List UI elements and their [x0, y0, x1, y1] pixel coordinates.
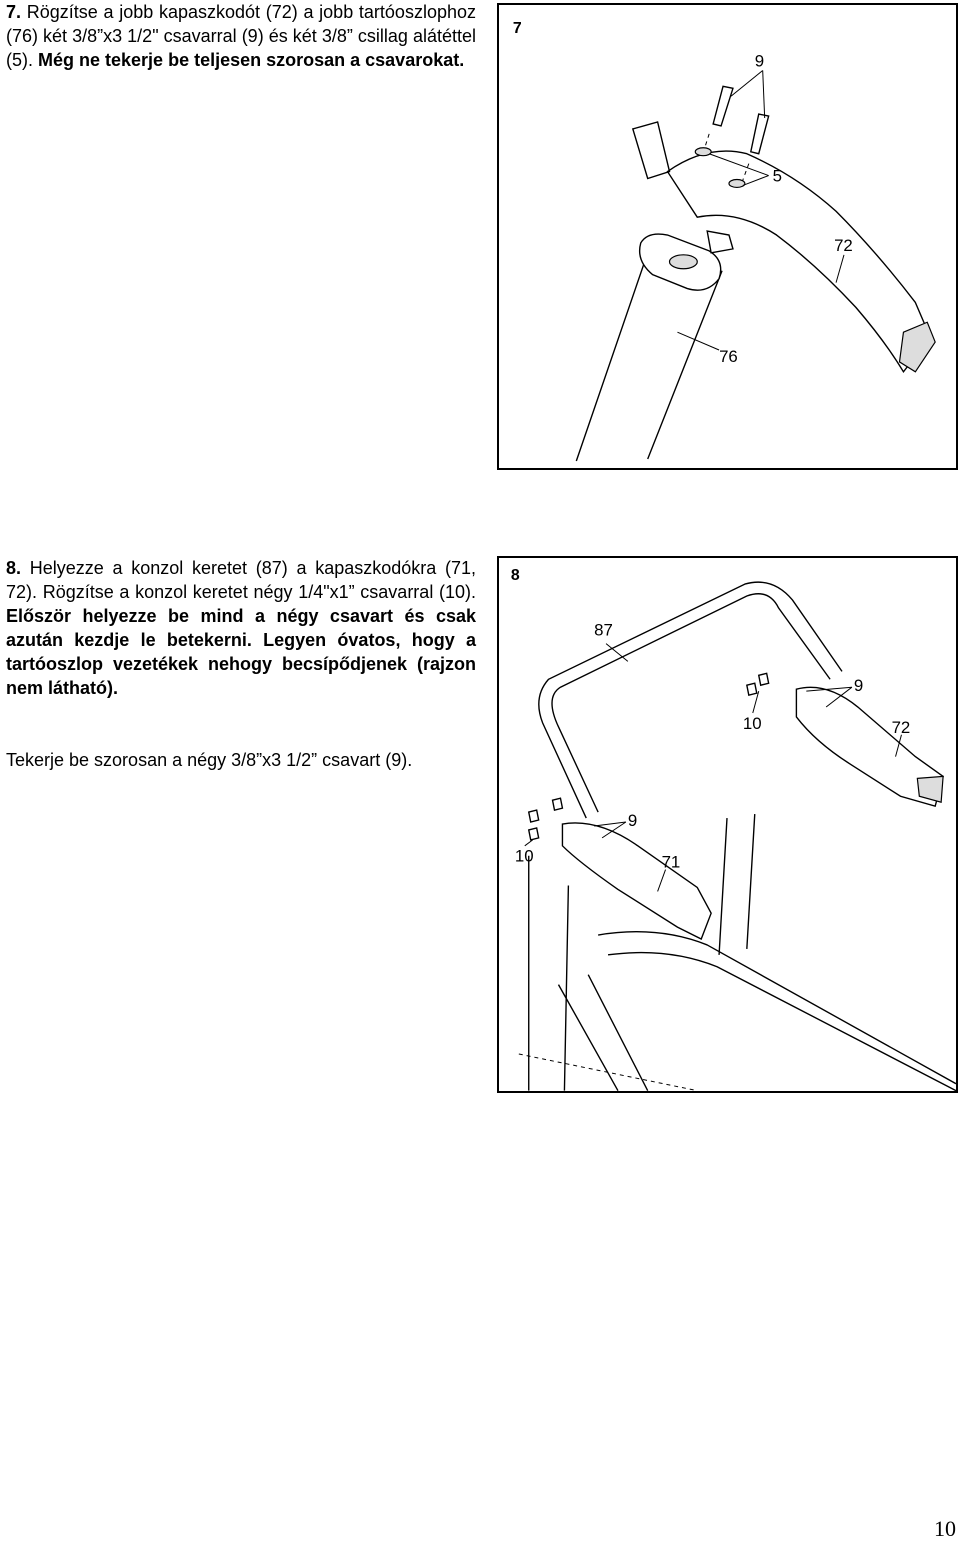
step-7-text: Rögzítse a jobb kapaszkodót (72) a jobb tartóoszlophoz (76) két 3/8”x3 1/2" csavarral (9) és két 3/8” csillag alátéttel (5). [6, 2, 476, 70]
deck-top-edge [598, 932, 956, 1084]
callout-9-right: 9 [853, 676, 864, 696]
figure-7 [497, 3, 958, 470]
upright-hole [670, 255, 698, 269]
step-7-instructions [6, 0, 476, 72]
step-8-number: 8. [6, 558, 22, 578]
callout-10-right: 10 [742, 713, 762, 733]
figure-8-drawing [499, 558, 956, 1091]
upright-bracket [707, 231, 733, 253]
bolts-and-screws [529, 673, 769, 840]
handrail-bracket [633, 122, 670, 179]
step-7-warning: Még ne tekerje be teljesen szorosan a csavarokat. [38, 50, 465, 70]
deck-side [558, 975, 647, 1091]
callout-76: 76 [719, 346, 738, 366]
right-upright-drawing [719, 814, 755, 955]
callout-72: 72 [834, 235, 853, 255]
step-8-warning: Először helyezze be mind a négy csavart és csak azután kezdje le betekerni. Legyen óvatos, hogy a tartóoszlop vezetékek nehogy becsípődjenek (rajzon nem látható). [6, 606, 476, 698]
deck-inner-edge [608, 953, 956, 1091]
page-number: 10 [934, 1516, 956, 1541]
callout-72: 72 [891, 717, 911, 737]
step-8-text: Helyezze a konzol keretet (87) a kapaszkodókra (71, 72). Rögzítse a konzol keretet négy 1/4"x1” csavarral (10). [6, 558, 476, 602]
left-handrail-drawing [562, 823, 711, 939]
callout-10-left: 10 [514, 846, 534, 866]
step-8-tighten-instruction: Tekerje be szorosan a négy 3/8”x3 1/2” csavart (9). [6, 750, 413, 770]
callout-5: 5 [772, 166, 782, 186]
callout-71: 71 [661, 852, 681, 872]
figure-8 [497, 556, 958, 1093]
step-7-number: 7. [6, 2, 22, 22]
callout-87: 87 [594, 620, 613, 640]
washer-5-b [729, 179, 745, 187]
callout-9-left: 9 [627, 810, 638, 830]
deck-hidden-line [519, 1054, 697, 1091]
left-upright-drawing [529, 856, 569, 1091]
figure-8-label: 8 [510, 567, 520, 585]
step-8-instructions [6, 556, 476, 700]
washer-5-a [695, 148, 711, 156]
figure-7-label: 7 [512, 19, 522, 37]
figure-7-drawing [499, 5, 956, 468]
callout-9: 9 [754, 51, 765, 71]
